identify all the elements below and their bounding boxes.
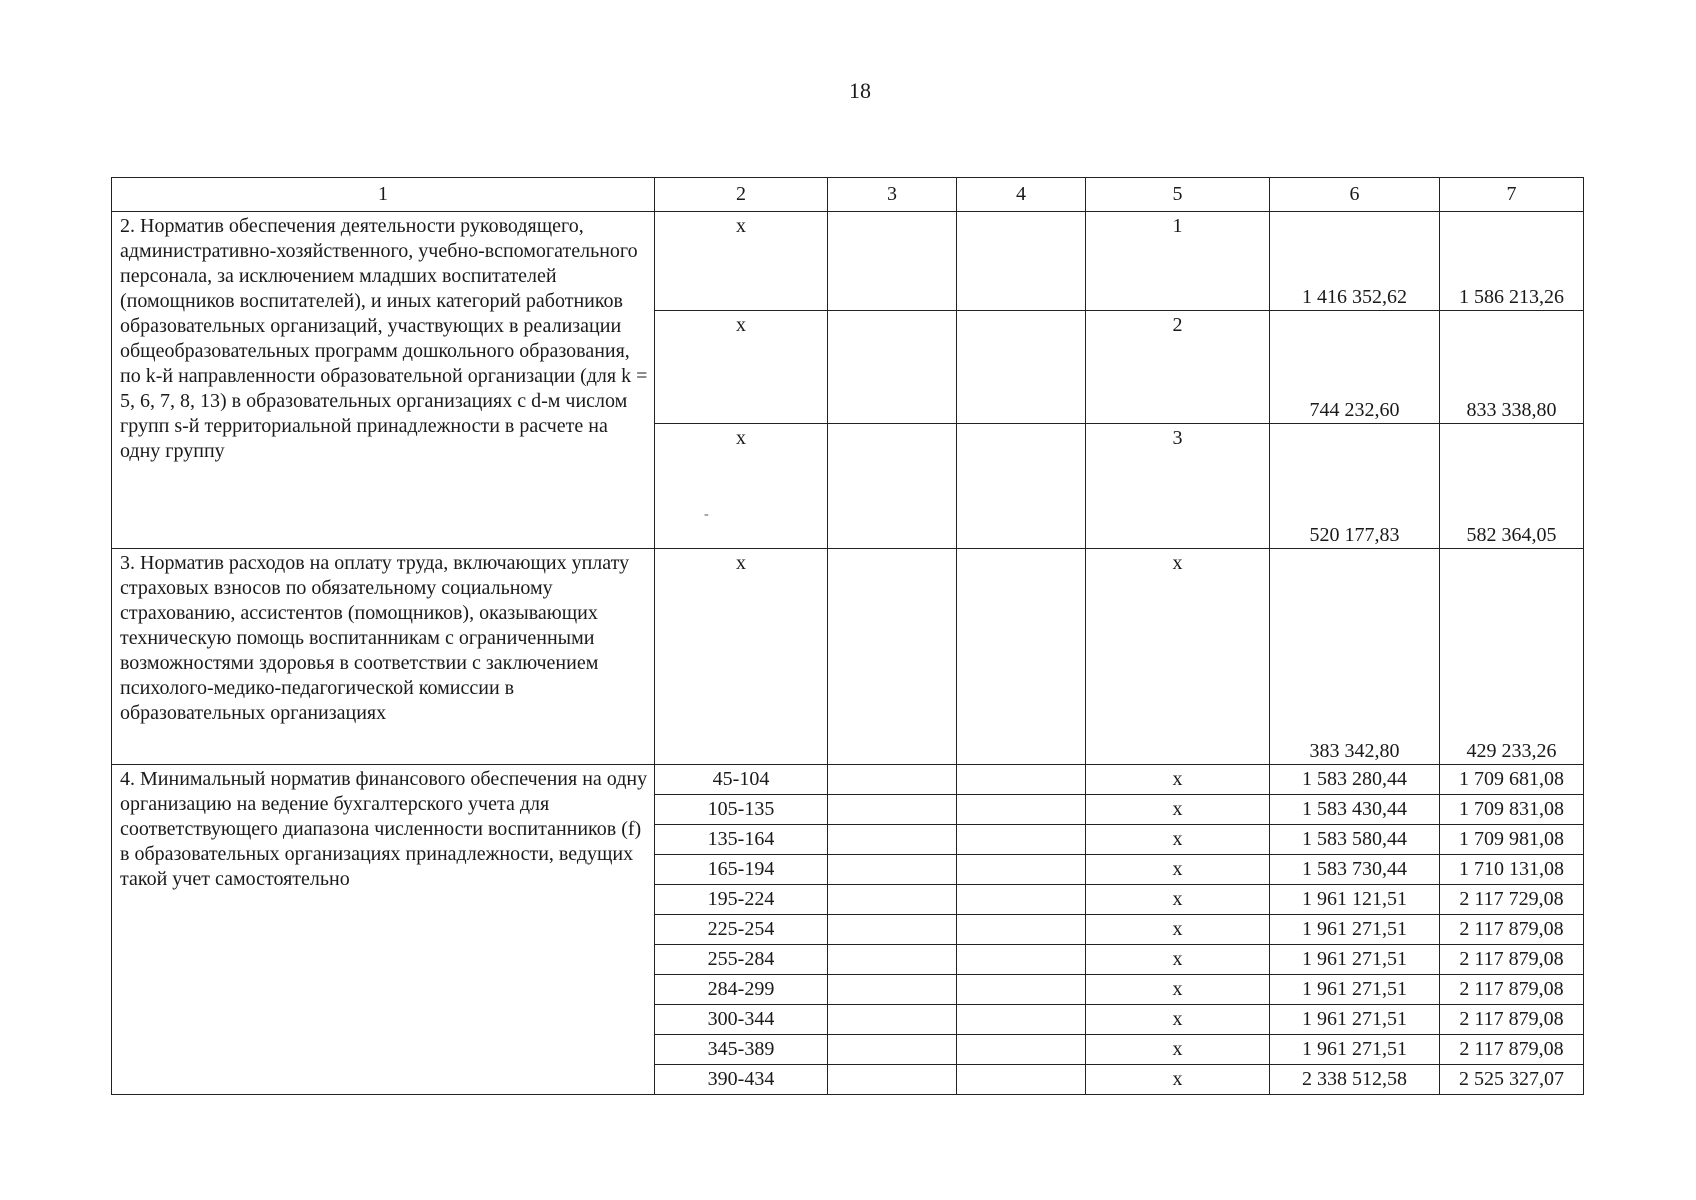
cell-col5: 3 [1086, 424, 1270, 549]
column-header-3: 3 [828, 178, 957, 212]
cell-col5: x [1086, 795, 1270, 825]
scan-mark: - [704, 507, 709, 522]
cell-col5: x [1086, 975, 1270, 1005]
cell-col4 [957, 855, 1086, 885]
cell-col6: 1 961 121,51 [1270, 885, 1440, 915]
cell-col2: 300-344 [655, 1005, 828, 1035]
cell-col3 [828, 945, 957, 975]
cell-col6: 1 583 580,44 [1270, 825, 1440, 855]
cell-col2: 284-299 [655, 975, 828, 1005]
cell-col7: 582 364,05 [1440, 424, 1584, 549]
cell-col2: x [655, 549, 828, 765]
cell-col5: x [1086, 825, 1270, 855]
cell-col4 [957, 424, 1086, 549]
cell-col5: x [1086, 885, 1270, 915]
cell-col2: x [655, 424, 828, 549]
cell-col6: 1 961 271,51 [1270, 945, 1440, 975]
cell-col6: 2 338 512,58 [1270, 1065, 1440, 1095]
cell-col4 [957, 885, 1086, 915]
cell-col4 [957, 975, 1086, 1005]
cell-col7: 2 117 879,08 [1440, 1035, 1584, 1065]
cell-col2: 165-194 [655, 855, 828, 885]
cell-col2: 255-284 [655, 945, 828, 975]
cell-col4 [957, 915, 1086, 945]
cell-col3 [828, 1065, 957, 1095]
cell-col2: 345-389 [655, 1035, 828, 1065]
column-header-4: 4 [957, 178, 1086, 212]
column-header-5: 5 [1086, 178, 1270, 212]
cell-col4 [957, 945, 1086, 975]
cell-col7: 1 709 981,08 [1440, 825, 1584, 855]
page-number: 18 [849, 78, 871, 103]
section3-description: 3. Норматив расходов на оплату труда, включающих уплату страховых взносов по обязательному социальному страхованию, ассистентов (помощников), оказывающих техническую помощь воспитанникам с ограниченными возможностями здоровья в соответствии с заключением психолого-медико-педагогической комиссии в образовательных организациях [112, 549, 655, 765]
cell-col7: 429 233,26 [1440, 549, 1584, 765]
cell-col7: 2 117 879,08 [1440, 975, 1584, 1005]
cell-col7: 1 710 131,08 [1440, 855, 1584, 885]
cell-col4 [957, 311, 1086, 424]
cell-col2: 135-164 [655, 825, 828, 855]
cell-col6: 383 342,80 [1270, 549, 1440, 765]
cell-col3 [828, 549, 957, 765]
cell-col2: x [655, 212, 828, 311]
cell-col5: x [1086, 1005, 1270, 1035]
cell-col5: x [1086, 945, 1270, 975]
cell-col4 [957, 765, 1086, 795]
section4-description: 4. Минимальный норматив финансового обеспечения на одну организацию на ведение бухгалтерского учета для соответствующего диапазона численности воспитанников (f) в образовательных организациях принадлежности, ведущих такой учет самостоятельно [112, 765, 655, 1095]
cell-col7: 1 586 213,26 [1440, 212, 1584, 311]
cell-col7: 2 117 879,08 [1440, 945, 1584, 975]
cell-col2: 390-434 [655, 1065, 828, 1095]
cell-col6: 1 583 730,44 [1270, 855, 1440, 885]
column-header-1: 1 [112, 178, 655, 212]
cell-col5: x [1086, 765, 1270, 795]
header-row [112, 178, 1584, 212]
cell-col3 [828, 765, 957, 795]
cell-col4 [957, 795, 1086, 825]
cell-col4 [957, 212, 1086, 311]
cell-col3 [828, 975, 957, 1005]
cell-col7: 2 525 327,07 [1440, 1065, 1584, 1095]
cell-col4 [957, 1035, 1086, 1065]
cell-col5: x [1086, 1035, 1270, 1065]
cell-col2: 105-135 [655, 795, 828, 825]
cell-col6: 520 177,83 [1270, 424, 1440, 549]
cell-col7: 833 338,80 [1440, 311, 1584, 424]
cell-col5: x [1086, 855, 1270, 885]
cell-col7: 1 709 681,08 [1440, 765, 1584, 795]
cell-col5: 1 [1086, 212, 1270, 311]
cell-col6: 1 961 271,51 [1270, 975, 1440, 1005]
cell-col6: 1 583 430,44 [1270, 795, 1440, 825]
cell-col2: x [655, 311, 828, 424]
cell-col3 [828, 855, 957, 885]
cell-col3 [828, 825, 957, 855]
column-header-6: 6 [1270, 178, 1440, 212]
cell-col6: 1 583 280,44 [1270, 765, 1440, 795]
cell-col5: x [1086, 1065, 1270, 1095]
cell-col6: 1 961 271,51 [1270, 1035, 1440, 1065]
cell-col3 [828, 1005, 957, 1035]
cell-col6: 1 961 271,51 [1270, 1005, 1440, 1035]
section2-description: 2. Норматив обеспечения деятельности руководящего, административно-хозяйственного, учебно-вспомогательного персонала, за исключением младших воспитателей (помощников воспитателей), и иных категорий работников образовательных организаций, участвующих в реализации общеобразовательных программ дошкольного образования, по k-й направленности образовательной организации (для k = 5, 6, 7, 8, 13) в образовательных организациях с d-м числом групп s-й территориальной принадлежности в расчете на одну группу [112, 212, 655, 549]
cell-col3 [828, 1035, 957, 1065]
cell-col3 [828, 915, 957, 945]
cell-col4 [957, 549, 1086, 765]
cell-col5: x [1086, 915, 1270, 945]
cell-col7: 2 117 729,08 [1440, 885, 1584, 915]
cell-col6: 1 416 352,62 [1270, 212, 1440, 311]
table-row [112, 212, 1584, 311]
cell-col4 [957, 825, 1086, 855]
cell-col6: 744 232,60 [1270, 311, 1440, 424]
norms-table [111, 177, 1584, 1095]
cell-col3 [828, 311, 957, 424]
column-header-7: 7 [1440, 178, 1584, 212]
column-header-2: 2 [655, 178, 828, 212]
cell-col6: 1 961 271,51 [1270, 915, 1440, 945]
cell-col4 [957, 1065, 1086, 1095]
cell-col2: 225-254 [655, 915, 828, 945]
cell-col2: 195-224 [655, 885, 828, 915]
cell-col7: 2 117 879,08 [1440, 915, 1584, 945]
cell-col5: x [1086, 549, 1270, 765]
table-row [112, 549, 1584, 765]
cell-col5: 2 [1086, 311, 1270, 424]
cell-col3 [828, 424, 957, 549]
cell-col4 [957, 1005, 1086, 1035]
cell-col3 [828, 212, 957, 311]
cell-col7: 2 117 879,08 [1440, 1005, 1584, 1035]
cell-col3 [828, 885, 957, 915]
cell-col2: 45-104 [655, 765, 828, 795]
cell-col3 [828, 795, 957, 825]
table-row [112, 765, 1584, 795]
cell-col7: 1 709 831,08 [1440, 795, 1584, 825]
